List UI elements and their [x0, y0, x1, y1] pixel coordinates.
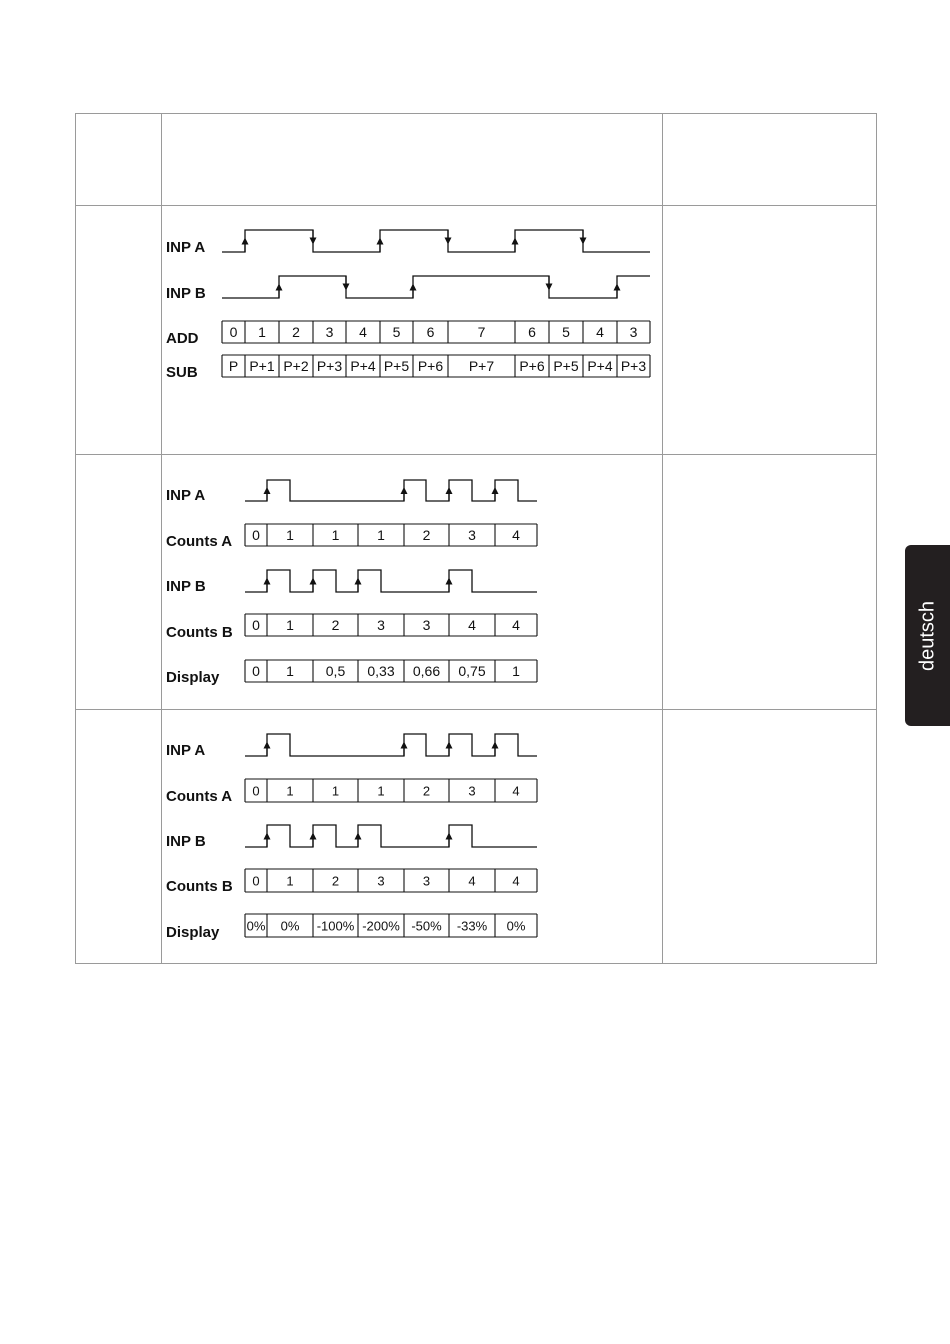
cell-value: 0: [252, 663, 260, 679]
signal-waveform: [222, 276, 650, 298]
cell-value: P+5: [383, 358, 410, 374]
signal-waveform: [245, 570, 537, 592]
row-counts-b: [166, 869, 537, 895]
cell-value: 1: [258, 324, 266, 340]
cell-value: 6: [528, 324, 536, 340]
row-label: Counts B: [166, 878, 233, 895]
row-label: Display: [166, 924, 220, 941]
cell-value: P: [228, 358, 239, 374]
cell-value: 3: [422, 873, 431, 889]
cell-value: 3: [377, 873, 385, 889]
row-counts-a: [166, 524, 537, 550]
signal-inp-b: [166, 570, 537, 595]
cell-value: -100%: [316, 918, 355, 934]
cell-value: 4: [596, 324, 604, 340]
cell-value: 4: [359, 324, 367, 340]
signal-label: INP B: [166, 578, 206, 595]
cell-value: 4: [468, 617, 476, 633]
signal-waveform: [222, 230, 650, 252]
cell-value: 0,5: [325, 663, 346, 679]
diagram-ratio: [166, 480, 537, 686]
row-counts-a: [166, 779, 537, 805]
cell-value: 0: [252, 527, 260, 543]
language-tab[interactable]: [905, 545, 950, 726]
signal-label: INP B: [166, 833, 206, 850]
cell-value: -33%: [456, 918, 488, 934]
cell-value: P+4: [587, 358, 613, 374]
row-display: [166, 914, 537, 941]
signal-inp-b: [166, 276, 650, 302]
cell-value: 0%: [246, 918, 266, 934]
signal-label: INP B: [166, 285, 206, 302]
cell-value: 0%: [280, 918, 300, 934]
cell-value: 0: [252, 873, 260, 889]
cell-value: 1: [512, 663, 520, 679]
row-sub: [166, 355, 650, 381]
cell-value: 0: [252, 783, 260, 799]
cell-value: 4: [512, 873, 520, 889]
cell-value: P+7: [468, 358, 495, 374]
cell-value: 5: [562, 324, 570, 340]
row-add: [166, 321, 650, 347]
diagram-add-sub: [166, 230, 650, 381]
cell-value: P+6: [519, 358, 545, 374]
language-tab-label: deutsch: [916, 600, 938, 671]
cell-value: P+4: [350, 358, 376, 374]
row-label: Counts A: [166, 533, 233, 550]
signal-label: INP A: [166, 742, 206, 759]
diagram-percent: [166, 734, 537, 941]
cell-value: 0,66: [412, 663, 441, 679]
row-label: SUB: [166, 364, 198, 381]
cell-value: 3: [468, 783, 476, 799]
cell-value: 1: [286, 783, 294, 799]
cell-value: 0,75: [458, 663, 486, 679]
signal-label: INP A: [166, 487, 206, 504]
cell-value: 0: [252, 617, 260, 633]
signal-inp-a: [166, 230, 650, 256]
cell-value: P+3: [316, 358, 343, 374]
signal-inp-a: [166, 480, 537, 504]
cell-value: 2: [331, 873, 340, 889]
cell-value: P+5: [553, 358, 579, 374]
row-label: Counts B: [166, 624, 233, 641]
cell-value: 1: [331, 783, 340, 799]
cell-value: 3: [629, 324, 638, 340]
cell-value: 4: [512, 527, 520, 543]
signal-waveform: [245, 825, 537, 847]
cell-value: 1: [286, 617, 294, 633]
cell-value: 0: [229, 324, 238, 340]
cell-value: P+6: [417, 358, 444, 374]
cell-value: 2: [422, 783, 431, 799]
cell-value: 3: [377, 617, 385, 633]
cell-value: 1: [377, 527, 385, 543]
row-label: Counts A: [166, 788, 233, 805]
signal-waveform: [245, 480, 537, 501]
row-label: Display: [166, 669, 220, 686]
row-display: [166, 660, 537, 686]
cell-value: 4: [512, 783, 520, 799]
cell-value: 1: [286, 873, 294, 889]
cell-value: 1: [377, 783, 385, 799]
row-counts-b: [166, 614, 537, 641]
signal-label: INP A: [166, 239, 206, 256]
cell-value: 2: [331, 617, 340, 633]
cell-value: 1: [286, 527, 294, 543]
cell-value: 4: [468, 873, 476, 889]
row-label: ADD: [166, 330, 199, 347]
signal-inp-b: [166, 825, 537, 850]
cell-value: 1: [286, 663, 294, 679]
cell-value: 2: [292, 324, 300, 340]
cell-value: 3: [325, 324, 334, 340]
cell-value: 5: [392, 324, 401, 340]
cell-value: 0%: [506, 918, 526, 934]
signal-waveform: [245, 734, 537, 756]
cell-value: 3: [468, 527, 476, 543]
cell-value: -50%: [411, 918, 442, 934]
cell-value: P+2: [283, 358, 309, 374]
cell-value: 7: [477, 324, 486, 340]
cell-value: 1: [331, 527, 340, 543]
cell-value: P+1: [249, 358, 275, 374]
signal-inp-a: [166, 734, 537, 759]
cell-value: 6: [426, 324, 435, 340]
cell-value: 2: [422, 527, 431, 543]
cell-value: -200%: [362, 918, 400, 934]
cell-value: P+3: [620, 358, 647, 374]
cell-value: 0,33: [367, 663, 395, 679]
cell-value: 4: [512, 617, 520, 633]
cell-value: 3: [422, 617, 431, 633]
